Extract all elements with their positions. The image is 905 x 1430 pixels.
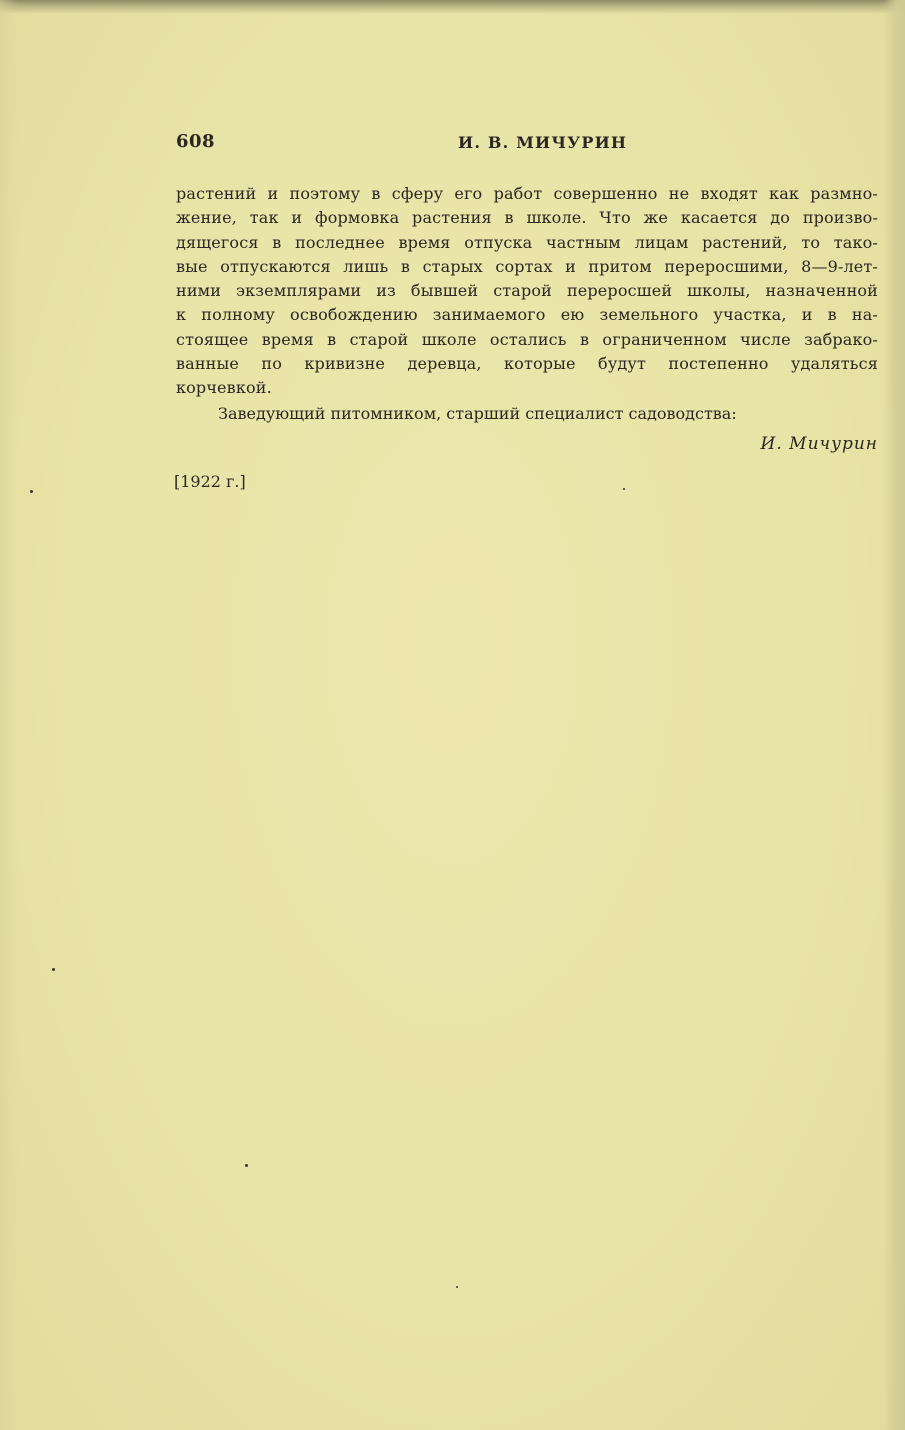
paper-speck bbox=[623, 488, 625, 490]
body-line: дящегося в последнее время отпуска частным лицам растений, то тако- bbox=[176, 232, 878, 252]
body-line: ванные по кривизне деревца, которые будут постепенно удаляться bbox=[176, 354, 878, 374]
signature: И. Мичурин bbox=[760, 434, 878, 454]
body-line: вые отпускаются лишь в старых сортах и притом переросшими, 8—9-лет- bbox=[176, 256, 878, 276]
page-left-edge bbox=[0, 0, 18, 1430]
body-line: корчевкой. bbox=[176, 378, 272, 398]
page-number: 608 bbox=[176, 131, 216, 152]
paper-speck bbox=[245, 1164, 248, 1167]
page-top-edge bbox=[0, 0, 905, 14]
body-paragraph bbox=[176, 182, 878, 401]
paper-speck bbox=[30, 490, 33, 493]
running-title: И. В. МИЧУРИН bbox=[458, 133, 628, 152]
body-line: к полному освобождению занимаемого ею земельного участка, и в на- bbox=[176, 305, 878, 325]
paper-speck bbox=[456, 1286, 458, 1288]
body-line: растений и поэтому в сферу его работ совершенно не входят как размно- bbox=[176, 184, 878, 203]
body-line: жение, так и формовка растения в школе. Что же касается до произво- bbox=[176, 208, 878, 228]
closing-line: Заведующий питомником, старший специалист садоводства: bbox=[218, 404, 737, 423]
paper-speck bbox=[52, 968, 55, 971]
date-note: [1922 г.] bbox=[174, 472, 246, 491]
page-right-edge bbox=[883, 0, 905, 1430]
body-line: ними экземплярами из бывшей старой переросшей школы, назначенной bbox=[176, 281, 878, 301]
page-header bbox=[176, 131, 878, 155]
body-line: стоящее время в старой школе остались в ограниченном числе забрако- bbox=[176, 329, 878, 349]
